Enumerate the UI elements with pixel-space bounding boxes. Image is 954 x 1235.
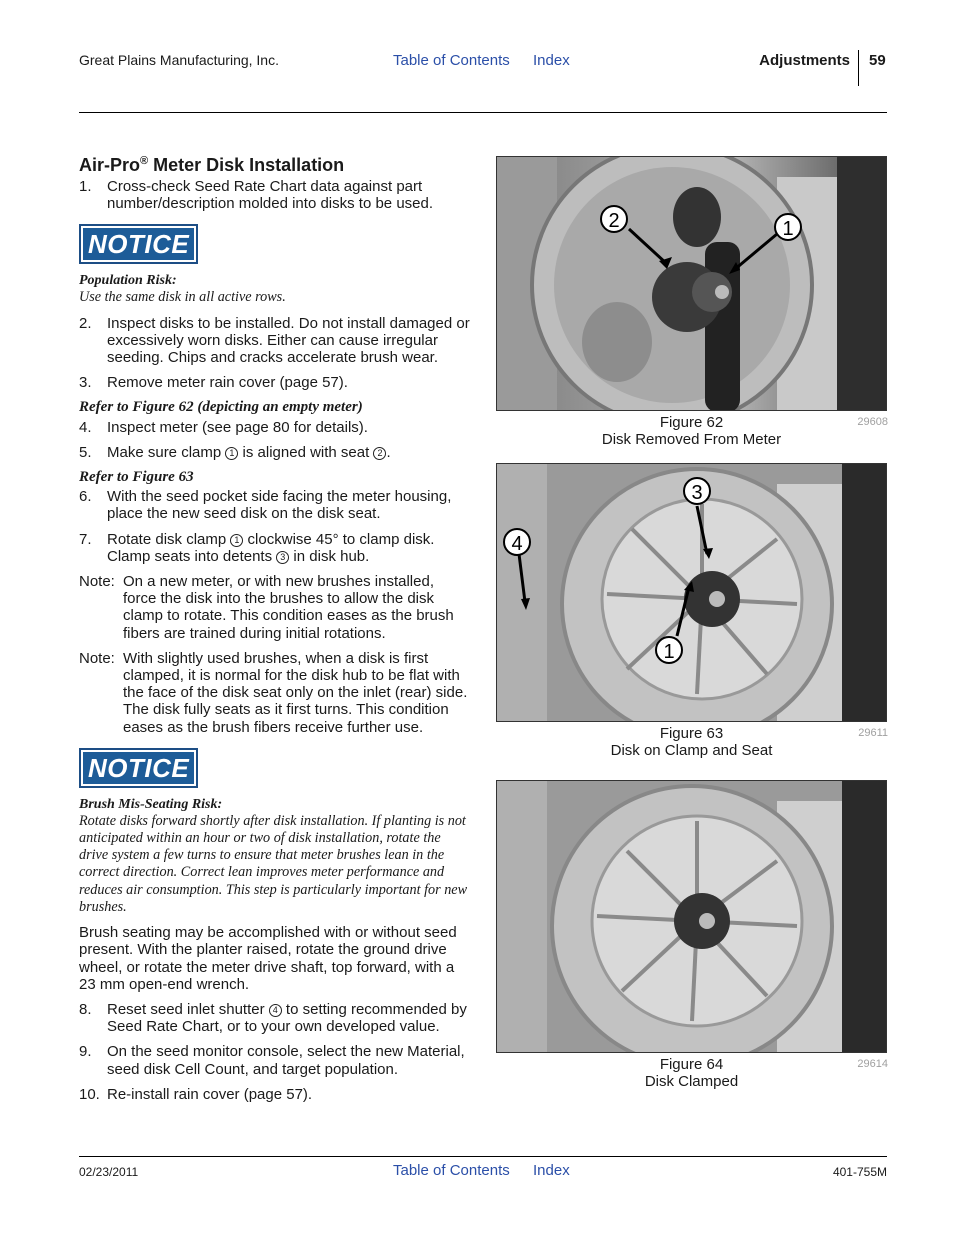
notice-text: Rotate disks forward shortly after disk installation. If planting is not anticipated within an hour or two of disk installation, rotate the drive system a few turns to ensure that meter brushes lean in the correct direction. Correct lean improves meter performance and reduces air consumption. This step is particularly important for new brushes. (79, 812, 468, 915)
footer-toc-link[interactable]: Table of Contents (393, 1162, 510, 1179)
figure-64-caption: Figure 64 Disk Clamped (644, 1056, 739, 1090)
notice-text: Use the same disk in all active rows. (79, 289, 286, 306)
figure-reference: Refer to Figure 63 (79, 469, 194, 486)
callout-3-icon: 3 (276, 551, 289, 564)
step-8: 8. Reset seed inlet shutter 4 to setting recommended by Seed Rate Chart, or to your own developed value. (79, 1000, 467, 1036)
step-10: 10. Re-install rain cover (page 57). (79, 1085, 313, 1103)
header-rule (79, 112, 887, 113)
header-index-link[interactable]: Index (533, 52, 570, 69)
figure-62-number: 29608 (857, 416, 888, 428)
callout-4-icon: 4 (269, 1004, 282, 1017)
footer-doc-number: 401-755M (832, 1165, 887, 1179)
figure-63-photo (496, 463, 887, 722)
left-column (79, 150, 471, 1111)
figure-63-caption: Figure 63 Disk on Clamp and Seat (610, 725, 773, 759)
header-divider (858, 50, 859, 86)
callout-2: 2 (608, 210, 620, 232)
brush-paragraph: Brush seating may be accomplished with or without seed present. With the planter raised, rotate the ground drive wheel, or rotate the meter drive shaft, top forward, with a 23 mm open-end wrench. (79, 924, 457, 993)
callout-1-icon: 1 (230, 534, 243, 547)
note-1: Note: On a new meter, or with new brushes installed, force the disk into the brushes to allow the disk clamp to rotate. This condition eases as the brush fibers are trained during initial rotations. (79, 573, 454, 642)
step-9: 9. On the seed monitor console, select the new Material, seed disk Cell Count, and target population. (79, 1043, 465, 1078)
figure-reference: Refer to Figure 62 (depicting an empty meter) (79, 399, 363, 416)
notice-title: Brush Mis-Seating Risk: (79, 796, 223, 812)
figure-64-number: 29614 (857, 1058, 888, 1070)
step-7: 7. Rotate disk clamp 1 clockwise 45° to clamp disk. Clamp seats into detents 3 in disk hub. (79, 530, 435, 565)
callout-4: 4 (511, 533, 523, 555)
callout-2-icon: 2 (373, 447, 386, 460)
footer-date: 02/23/2011 (79, 1165, 139, 1179)
step-3: 3. Remove meter rain cover (page 57). (79, 374, 348, 392)
callout-1-icon: 1 (225, 447, 238, 460)
step-5: 5. Make sure clamp 1 is aligned with seat 2 . (79, 443, 391, 461)
step-6: 6. With the seed pocket side facing the meter housing, place the new seed disk on the disk seat. (79, 488, 452, 523)
figure-62-caption: Figure 62 Disk Removed From Meter (601, 414, 782, 448)
footer-rule (79, 1156, 887, 1157)
callout-3: 3 (691, 482, 703, 504)
notice-badge: NOTICE (79, 748, 198, 788)
section-title: Air-Pro® Meter Disk Installation (79, 155, 345, 175)
company-name: Great Plains Manufacturing, Inc. (79, 52, 279, 68)
step-1: 1. Cross-check Seed Rate Chart data against part number/description molded into disks to be used. (79, 178, 434, 213)
footer-index-link[interactable]: Index (533, 1162, 570, 1179)
step-2: 2. Inspect disks to be installed. Do not install damaged or excessively worn disks. Either can cause irregular seeding. Chips and cracks accelerate brush wear. (79, 314, 470, 367)
figure-62-photo (496, 156, 887, 411)
note-2: Note: With slightly used brushes, when a disk is first clamped, it is normal for the disk hub to be flat with the face of the disk seat only on the inlet (rear) side. The disk fully seats as it first turns. This condition eases as the brush fibers receive further use. (79, 649, 468, 736)
notice-title: Population Risk: (79, 273, 177, 289)
step-4: 4. Inspect meter (see page 80 for details). (79, 418, 368, 436)
figure-64-photo (496, 780, 887, 1053)
callout-1: 1 (663, 641, 675, 663)
figure-63-number: 29611 (858, 727, 888, 739)
callout-1: 1 (782, 218, 794, 240)
notice-badge: NOTICE (79, 224, 198, 264)
section-name: Adjustments (759, 52, 850, 69)
page-number: 59 (869, 52, 886, 69)
header-toc-link[interactable]: Table of Contents (393, 52, 510, 69)
